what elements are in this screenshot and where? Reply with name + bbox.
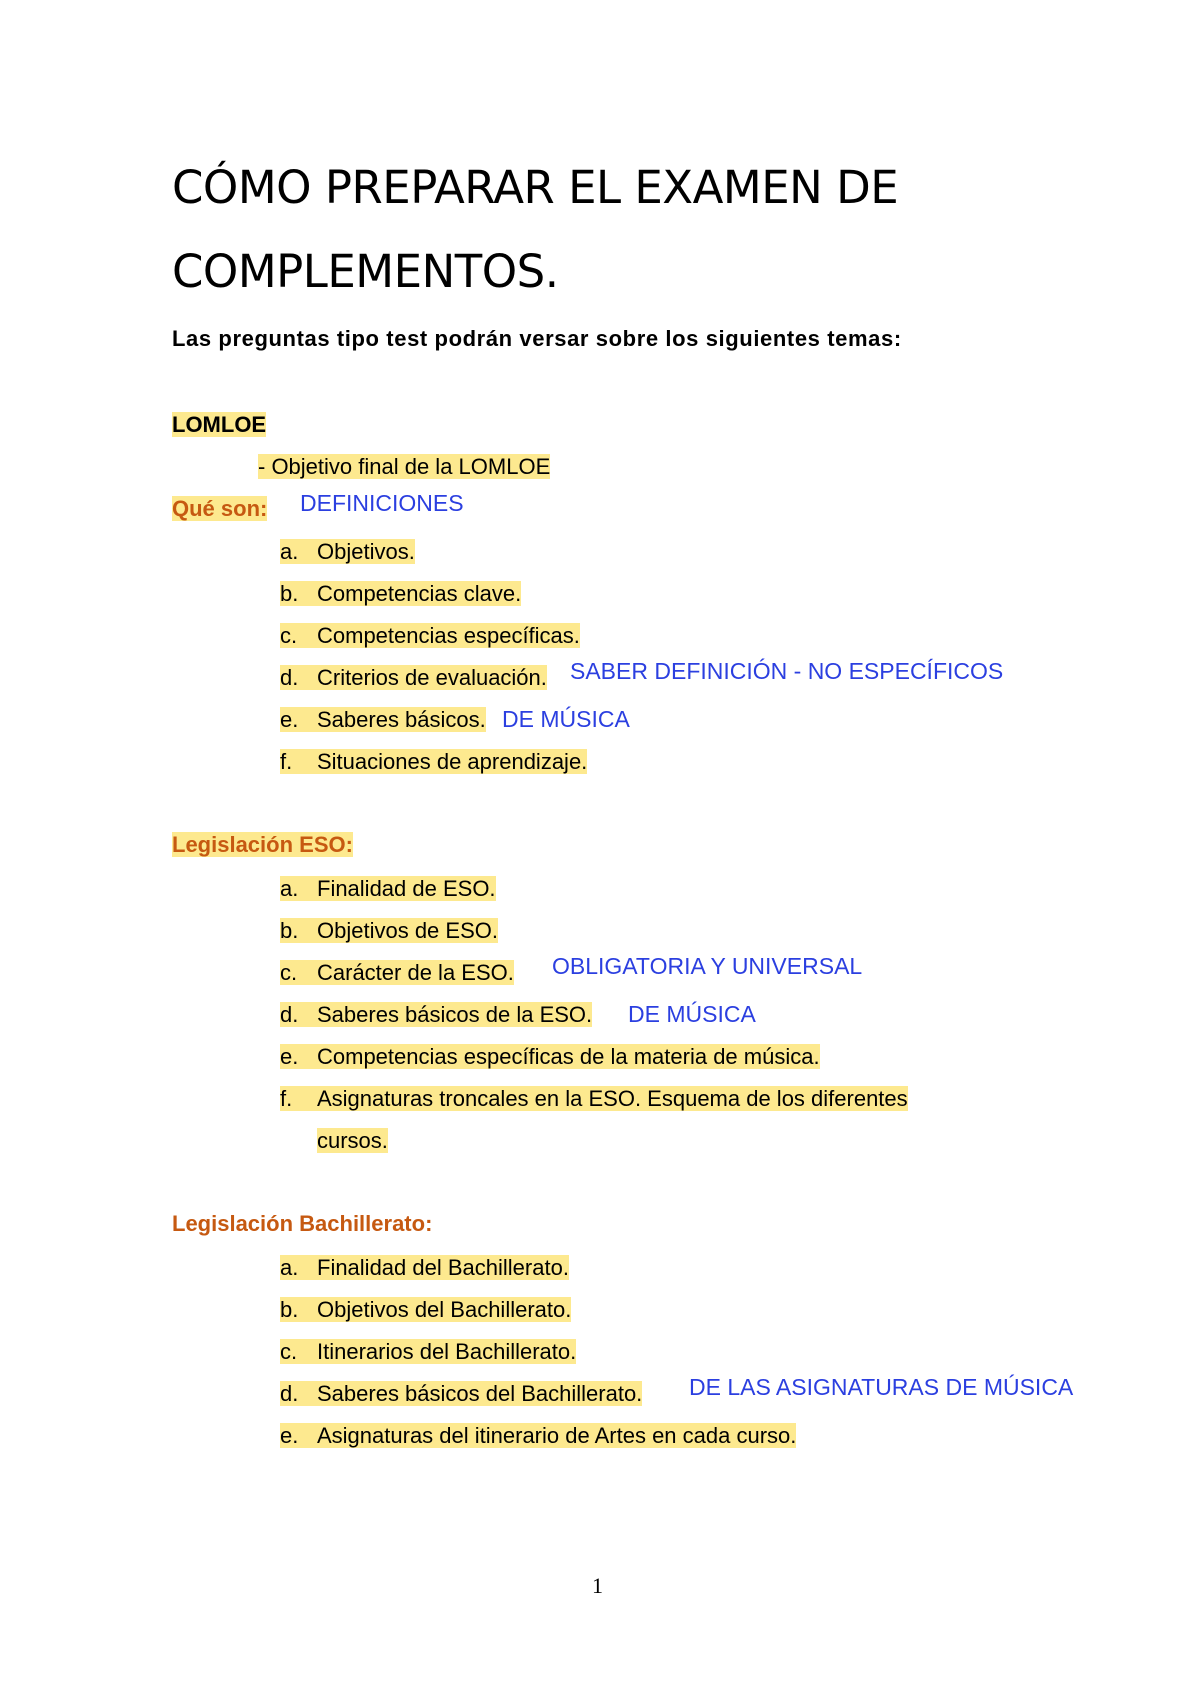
list-item-text: Objetivos de ESO. xyxy=(317,918,498,943)
list-item-label: d. xyxy=(280,665,299,690)
list-item-label: b. xyxy=(280,581,299,606)
list-item-text: Carácter de la ESO. xyxy=(317,960,514,985)
list-item xyxy=(280,1083,908,1114)
list-item-continuation xyxy=(317,1125,388,1156)
lomloe-subitem xyxy=(258,452,550,482)
eso-heading-text: Legislación ESO: xyxy=(172,832,353,857)
list-item-label: a. xyxy=(280,1255,299,1280)
list-item-note: DE MÚSICA xyxy=(502,706,630,732)
lomloe-heading-text: LOMLOE xyxy=(172,412,267,437)
document-title xyxy=(172,146,1072,314)
title-line-1: CÓMO PREPARAR EL EXAMEN DE xyxy=(172,161,899,214)
eso-heading xyxy=(172,830,353,860)
list-item xyxy=(280,1252,569,1283)
intro-text: Las preguntas tipo test podrán versar sobre los siguientes temas: xyxy=(172,326,902,351)
bach-heading: Legislación Bachillerato: xyxy=(172,1211,433,1236)
list-item-text: Finalidad de ESO. xyxy=(317,876,496,901)
list-item xyxy=(280,746,587,777)
list-item-note: OBLIGATORIA Y UNIVERSAL xyxy=(552,953,863,979)
list-item-label: e. xyxy=(280,1423,299,1448)
list-item-text: Competencias específicas de la materia de música. xyxy=(317,1044,820,1069)
list-item-label: c. xyxy=(280,1339,298,1364)
list-item-text: Criterios de evaluación. xyxy=(317,665,547,690)
list-item xyxy=(280,873,496,904)
list-item-label: a. xyxy=(280,539,299,564)
list-item xyxy=(280,1336,576,1367)
list-item-label: e. xyxy=(280,1044,299,1069)
list-item-text: Asignaturas del itinerario de Artes en cada curso. xyxy=(317,1423,797,1448)
list-item-text: Situaciones de aprendizaje. xyxy=(317,749,588,774)
list-item-note: DE MÚSICA xyxy=(628,1001,756,1027)
list-item xyxy=(280,1041,820,1072)
list-item-label: a. xyxy=(280,876,299,901)
list-item xyxy=(280,999,592,1030)
list-item-note: SABER DEFINICIÓN - NO ESPECÍFICOS xyxy=(570,658,1004,684)
list-item-label: b. xyxy=(280,1297,299,1322)
lomloe-subitem-text: - Objetivo final de la LOMLOE xyxy=(258,454,551,479)
list-item-text: Saberes básicos del Bachillerato. xyxy=(317,1381,643,1406)
list-item xyxy=(280,1378,642,1409)
list-item-text: Finalidad del Bachillerato. xyxy=(317,1255,569,1280)
definiciones-note: DEFINICIONES xyxy=(300,490,464,516)
list-item-label: e. xyxy=(280,707,299,732)
list-item xyxy=(280,1294,571,1325)
list-item-text: Saberes básicos. xyxy=(317,707,486,732)
list-item xyxy=(280,1420,796,1451)
lomloe-heading xyxy=(172,410,266,440)
que-son-heading xyxy=(172,494,267,524)
list-item-text: cursos. xyxy=(317,1128,388,1153)
list-item-text: Saberes básicos de la ESO. xyxy=(317,1002,593,1027)
title-line-2: COMPLEMENTOS. xyxy=(172,245,559,298)
list-item xyxy=(280,915,498,946)
list-item-label: c. xyxy=(280,960,298,985)
list-item-label: d. xyxy=(280,1002,299,1027)
list-item xyxy=(280,662,547,693)
list-item-text: Objetivos del Bachillerato. xyxy=(317,1297,572,1322)
list-item-label: b. xyxy=(280,918,299,943)
list-item-label: f. xyxy=(280,1086,293,1111)
list-item xyxy=(280,620,580,651)
list-item-label: c. xyxy=(280,623,298,648)
list-item xyxy=(280,578,521,609)
list-item-text: Asignaturas troncales en la ESO. Esquema de los diferentes xyxy=(317,1086,908,1111)
que-son-heading-text: Qué son: xyxy=(172,496,268,521)
list-item-label: f. xyxy=(280,749,293,774)
list-item-text: Objetivos. xyxy=(317,539,415,564)
page-number: 1 xyxy=(592,1573,603,1598)
list-item xyxy=(280,536,415,567)
list-item-text: Competencias específicas. xyxy=(317,623,580,648)
list-item-label: d. xyxy=(280,1381,299,1406)
list-item-text: Competencias clave. xyxy=(317,581,522,606)
list-item xyxy=(280,704,486,735)
list-item-text: Itinerarios del Bachillerato. xyxy=(317,1339,577,1364)
list-item-note: DE LAS ASIGNATURAS DE MÚSICA xyxy=(689,1374,1074,1400)
list-item xyxy=(280,957,514,988)
